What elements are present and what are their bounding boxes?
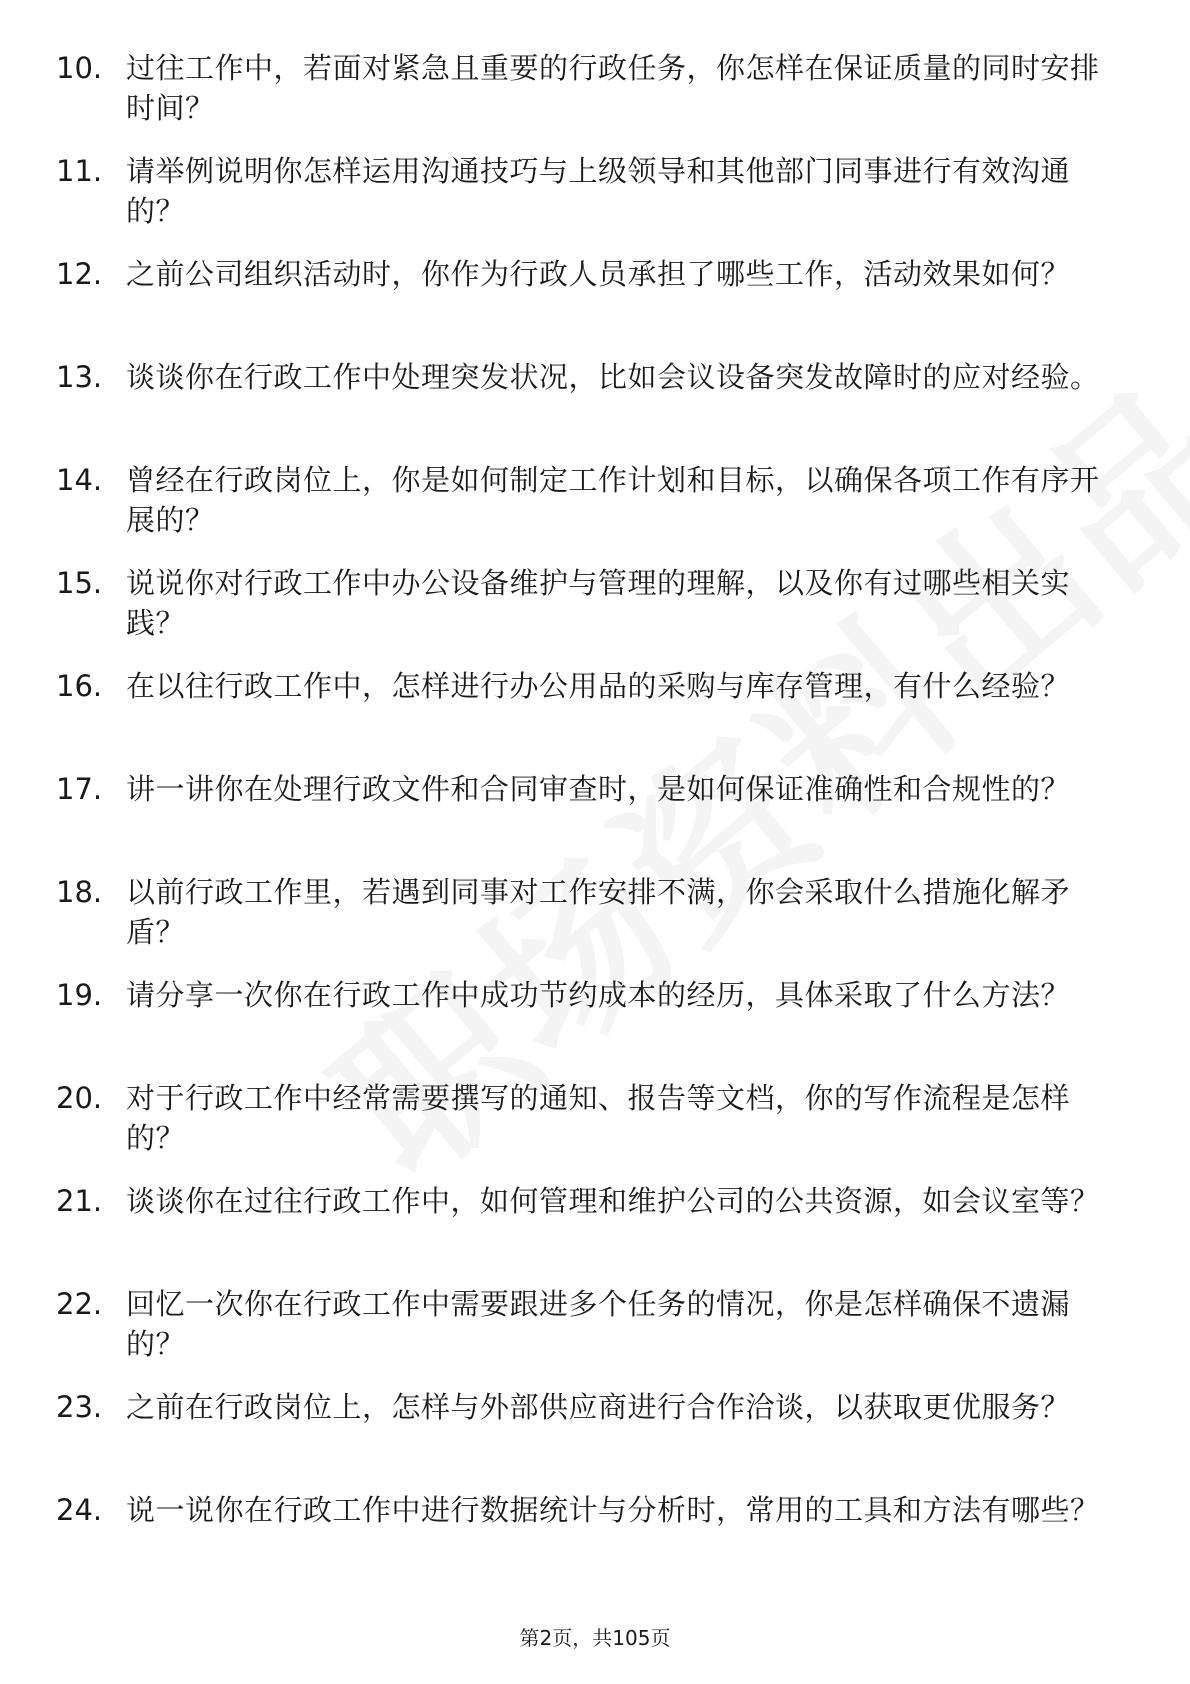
question-text: 之前在行政岗位上，怎样与外部供应商进行合作洽谈，以获取更优服务？ bbox=[126, 1390, 1071, 1424]
list-item bbox=[56, 151, 1116, 254]
question-text: 说说你对行政工作中办公设备维护与管理的理解，以及你有过哪些相关实践？ bbox=[126, 566, 1071, 640]
question-list bbox=[56, 48, 1116, 1593]
question-number: 14. bbox=[56, 463, 103, 497]
question-number: 24. bbox=[56, 1493, 103, 1527]
page-footer bbox=[0, 1622, 1190, 1651]
question-text: 回忆一次你在行政工作中需要跟进多个任务的情况，你是怎样确保不遗漏的？ bbox=[126, 1287, 1071, 1361]
question-number: 22. bbox=[56, 1287, 103, 1321]
list-item bbox=[56, 1181, 1116, 1284]
list-item bbox=[56, 1078, 1116, 1181]
question-text: 曾经在行政岗位上，你是如何制定工作计划和目标，以确保各项工作有序开展的？ bbox=[126, 463, 1100, 537]
list-item bbox=[56, 357, 1116, 460]
list-item bbox=[56, 1387, 1116, 1490]
list-item bbox=[56, 769, 1116, 872]
question-text: 谈谈你在过往行政工作中，如何管理和维护公司的公共资源，如会议室等？ bbox=[126, 1184, 1100, 1218]
question-number: 11. bbox=[56, 154, 103, 188]
question-number: 18. bbox=[56, 875, 103, 909]
question-text: 请举例说明你怎样运用沟通技巧与上级领导和其他部门同事进行有效沟通的？ bbox=[126, 154, 1071, 228]
question-text: 讲一讲你在处理行政文件和合同审查时，是如何保证准确性和合规性的？ bbox=[126, 772, 1071, 806]
question-text: 过往工作中，若面对紧急且重要的行政任务，你怎样在保证质量的同时安排时间？ bbox=[126, 51, 1100, 125]
question-text: 之前公司组织活动时，你作为行政人员承担了哪些工作，活动效果如何？ bbox=[126, 257, 1071, 291]
question-text: 以前行政工作里，若遇到同事对工作安排不满，你会采取什么措施化解矛盾？ bbox=[126, 875, 1071, 949]
list-item bbox=[56, 48, 1116, 151]
question-text: 说一说你在行政工作中进行数据统计与分析时，常用的工具和方法有哪些？ bbox=[126, 1493, 1100, 1527]
list-item bbox=[56, 666, 1116, 769]
question-number: 13. bbox=[56, 360, 103, 394]
list-item bbox=[56, 1284, 1116, 1387]
question-number: 19. bbox=[56, 978, 103, 1012]
question-number: 12. bbox=[56, 257, 103, 291]
list-item bbox=[56, 975, 1116, 1078]
question-number: 10. bbox=[56, 51, 103, 85]
question-number: 16. bbox=[56, 669, 103, 703]
question-number: 15. bbox=[56, 566, 103, 600]
page-number-label: 第2页，共105页 bbox=[519, 1626, 671, 1650]
question-number: 20. bbox=[56, 1081, 103, 1115]
list-item bbox=[56, 1490, 1116, 1593]
question-number: 17. bbox=[56, 772, 103, 806]
question-number: 21. bbox=[56, 1184, 103, 1218]
question-text: 谈谈你在行政工作中处理突发状况，比如会议设备突发故障时的应对经验。 bbox=[126, 360, 1100, 394]
question-number: 23. bbox=[56, 1390, 103, 1424]
list-item bbox=[56, 872, 1116, 975]
list-item bbox=[56, 460, 1116, 563]
question-text: 在以往行政工作中，怎样进行办公用品的采购与库存管理，有什么经验？ bbox=[126, 669, 1071, 703]
list-item bbox=[56, 563, 1116, 666]
question-text: 对于行政工作中经常需要撰写的通知、报告等文档，你的写作流程是怎样的？ bbox=[126, 1081, 1071, 1155]
list-item bbox=[56, 254, 1116, 357]
question-text: 请分享一次你在行政工作中成功节约成本的经历，具体采取了什么方法？ bbox=[126, 978, 1071, 1012]
